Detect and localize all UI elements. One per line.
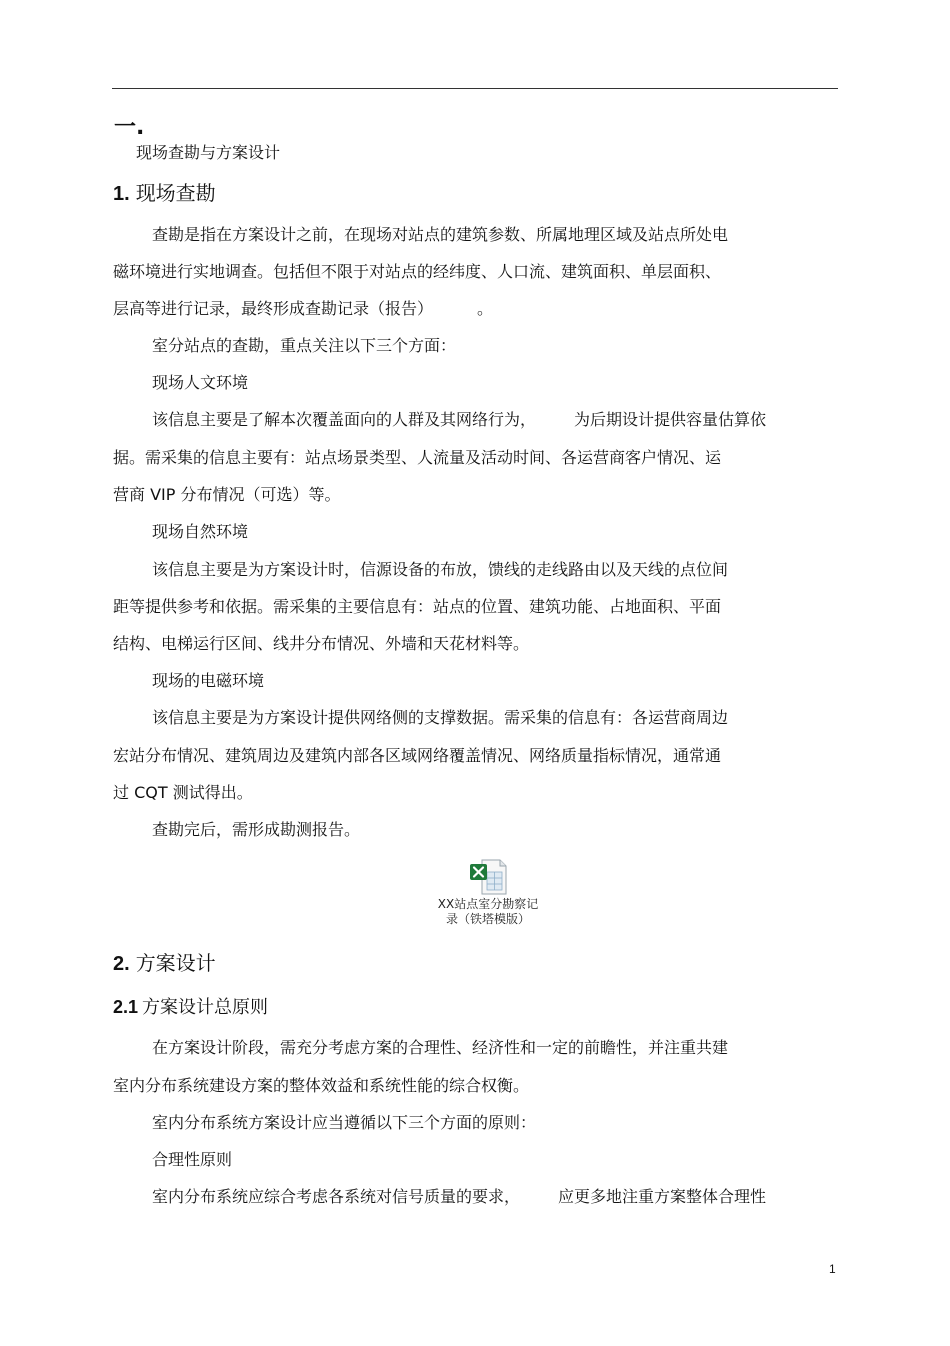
- excel-file-icon: [468, 858, 508, 896]
- paragraph-text: 室内分布系统应综合考虑各系统对信号质量的要求，: [152, 1187, 521, 1206]
- paragraph-line: [152, 1185, 766, 1209]
- chapter-number: 一.: [114, 115, 145, 140]
- paragraph-text: 为后期设计提供容量估算依: [574, 410, 767, 429]
- section-2-number: 2.: [113, 953, 130, 975]
- paragraph-text: 该信息主要是了解本次覆盖面向的人群及其网络行为，: [152, 410, 537, 429]
- paragraph-line: 该信息主要是为方案设计时，信源设备的布放，馈线的走线路由以及天线的点位间: [152, 560, 729, 579]
- subheading-natural-environment: 现场自然环境: [152, 522, 249, 541]
- paragraph-text: 应更多地注重方案整体合理性: [558, 1187, 767, 1206]
- paragraph-line: 该信息主要是为方案设计提供网络侧的支撑数据。需采集的信息有：各运营商周边: [152, 708, 729, 727]
- attachment-caption-line-2: 录（铁塔模版）: [445, 912, 530, 926]
- paragraph-line: 过 CQT 测试得出。: [113, 783, 253, 802]
- subheading-rationality-principle: 合理性原则: [152, 1150, 233, 1169]
- paragraph-line: 营商 VIP 分布情况（可选）等。: [113, 485, 341, 504]
- section-2-1-title: 方案设计总原则: [142, 997, 269, 1018]
- paragraph-text: 层高等进行记录，最终形成查勘记录（报告）: [113, 299, 434, 318]
- attachment-caption-line-1: XX站点室分勘察记: [437, 897, 539, 911]
- embedded-file-attachment[interactable]: [430, 858, 546, 926]
- section-2-heading: [113, 949, 216, 978]
- paragraph-line: 查勘完后，需形成勘测报告。: [152, 820, 361, 839]
- paragraph-line: 在方案设计阶段，需充分考虑方案的合理性、经济性和一定的前瞻性，并注重共建: [152, 1038, 729, 1057]
- paragraph-line: 磁环境进行实地调查。包括但不限于对站点的经纬度、人口流、建筑面积、单层面积、: [113, 262, 722, 281]
- paragraph-line: 宏站分布情况、建筑周边及建筑内部各区域网络覆盖情况、网络质量指标情况，通常通: [113, 746, 722, 765]
- paragraph-line: 查勘是指在方案设计之前，在现场对站点的建筑参数、所属地理区域及站点所处电: [152, 225, 729, 244]
- section-1-heading: [113, 179, 216, 208]
- paragraph-line: [113, 297, 493, 321]
- subheading-human-environment: 现场人文环境: [152, 373, 249, 392]
- header-rule: [112, 88, 838, 89]
- paragraph-end: 。: [477, 299, 494, 318]
- paragraph-line: 距等提供参考和依据。需采集的主要信息有：站点的位置、建筑功能、占地面积、平面: [113, 597, 722, 616]
- subheading-electromagnetic-environment: 现场的电磁环境: [152, 671, 265, 690]
- section-2-title: 方案设计: [135, 951, 216, 975]
- paragraph-line: 结构、电梯运行区间、线井分布情况、外墙和天花材料等。: [113, 634, 530, 653]
- paragraph-line: 室内分布系统建设方案的整体效益和系统性能的综合权衡。: [113, 1076, 530, 1095]
- paragraph-line: 室分站点的查勘，重点关注以下三个方面：: [152, 336, 457, 355]
- paragraph-line: 据。需采集的信息主要有：站点场景类型、人流量及活动时间、各运营商客户情况、运: [113, 448, 722, 467]
- section-1-number: 1.: [113, 183, 130, 205]
- paragraph-line: 室内分布系统方案设计应当遵循以下三个方面的原则：: [152, 1113, 537, 1132]
- chapter-title: 现场查勘与方案设计: [136, 143, 281, 162]
- section-2-1-heading: [113, 994, 268, 1021]
- paragraph-line: [152, 408, 766, 432]
- page-number: 1: [829, 1262, 836, 1276]
- section-1-title: 现场查勘: [135, 181, 216, 205]
- section-2-1-number: 2.1: [113, 997, 139, 1017]
